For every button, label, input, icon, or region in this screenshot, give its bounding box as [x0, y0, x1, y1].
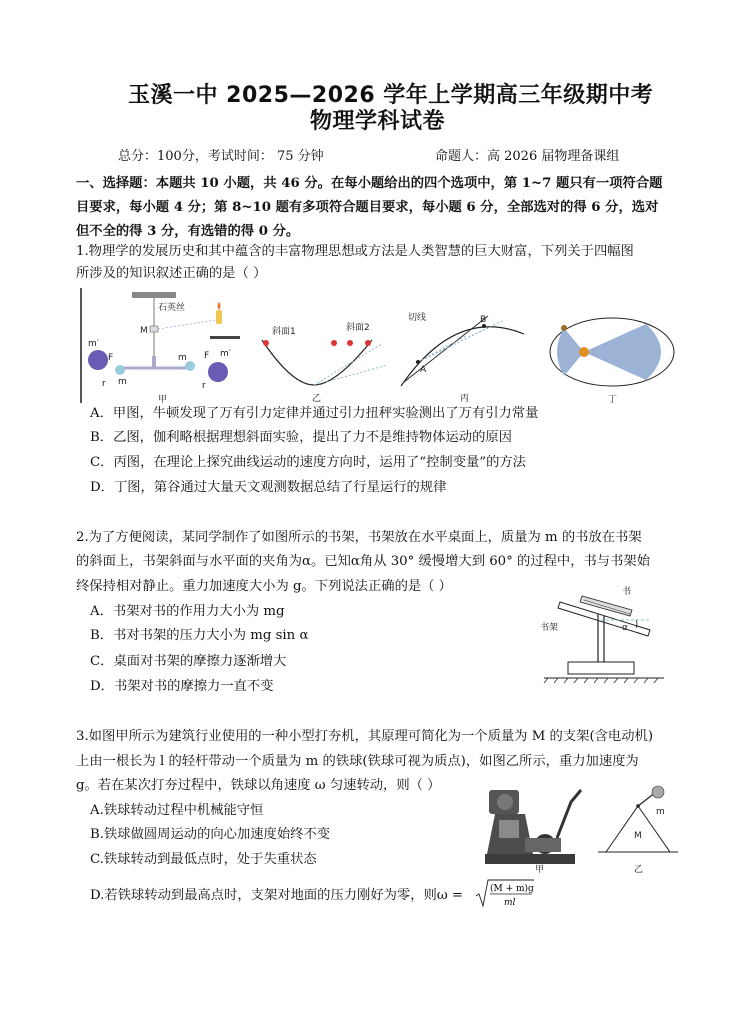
svg-text:m: m: [178, 353, 187, 363]
formula-denominator: ml: [504, 898, 516, 908]
shelf-label: 书架: [540, 623, 559, 633]
exam-author: 命题人：高 2026 届物理备课组: [435, 149, 620, 164]
q2-option-a[interactable]: A．书架对书的作用力大小为 mg: [90, 604, 285, 619]
q3-formula: [474, 878, 536, 910]
alpha-label: α: [622, 623, 628, 633]
q2-option-b[interactable]: B．书对书架的压力大小为 mg sin α: [90, 628, 309, 643]
svg-text:m: m: [656, 807, 665, 817]
big-ball-right-icon: [208, 362, 228, 382]
small-ball-left-icon: [115, 365, 125, 375]
q2-figure-bookshelf: [540, 584, 680, 688]
exam-title-line1: 玉溪一中 2025—2026 学年上学期高三年级期中考: [128, 83, 654, 108]
support-M-label: M: [634, 831, 642, 841]
slope1-label: 斜面1: [272, 327, 296, 337]
big-ball-left-icon: [88, 350, 108, 370]
shelf-base: [568, 662, 634, 674]
q3-option-d[interactable]: D.若铁球转动到最高点时，支架对地面的压力刚好为零，则ω =: [90, 888, 464, 903]
mirror-M-label: M: [140, 326, 148, 336]
handle-icon: [557, 790, 581, 838]
q3-option-b[interactable]: B.铁球做圆周运动的向心加速度始终不变: [90, 827, 331, 842]
tangent-line: [404, 316, 488, 382]
ball-icon: [263, 340, 269, 346]
quartz-label: 石英丝: [158, 303, 186, 313]
slope2-label: 斜面2: [346, 323, 370, 333]
sun-icon: [579, 347, 589, 357]
q2-stem-line2: 的斜面上，书架斜面与水平面的夹角为α。已知α角从 30° 缓慢增大到 60° 的过程中，书与书架始: [76, 554, 650, 569]
section1-instructions-line2: 目要求，每小题 4 分；第 8~10 题有多项符合题目要求，每小题 6 分，全部选对的得 6 分，选对: [76, 200, 659, 215]
q2-option-c[interactable]: C．桌面对书架的摩擦力逐渐增大: [90, 654, 287, 669]
svg-text:B: B: [480, 315, 487, 325]
q2-stem-line3: 终保持相对静止。重力加速度大小为 g。下列说法正确的是（ ）: [76, 579, 452, 594]
q3-option-c[interactable]: C.铁球转动到最低点时，处于失重状态: [90, 852, 317, 867]
q2-option-d[interactable]: D．书架对书的摩擦力一直不变: [90, 679, 274, 694]
svg-text:r: r: [102, 379, 106, 389]
track-curve: [262, 340, 372, 385]
svg-text:m′: m′: [88, 339, 99, 349]
q1-figure-jia: [80, 288, 250, 406]
tangent-label: 切线: [408, 313, 427, 323]
fig-label-bing: 丙: [460, 394, 470, 404]
svg-text:m: m: [118, 377, 127, 387]
exam-total-score: 总分：100分，考试时间： 75 分钟: [118, 149, 324, 164]
section1-instructions-line3: 但不全的得 3 分，有选错的得 0 分。: [76, 224, 300, 239]
support-bar: [132, 292, 176, 298]
planet-icon: [561, 325, 567, 331]
q1-option-c[interactable]: C．丙图，在理论上探究曲线运动的速度方向时，运用了“控制变量”的方法: [90, 455, 526, 470]
q1-option-a[interactable]: A．甲图，牛顿发现了万有引力定律并通过引力扭秤实验测出了万有引力常量: [90, 406, 539, 421]
formula-numerator: (M + m)g: [490, 884, 534, 894]
iron-ball-icon: [652, 786, 664, 798]
section1-instructions-line1: 一、选择题：本题共 10 小题，共 46 分。在每小题给出的四个选项中，第 1~7 题只有一项符合题: [76, 176, 663, 191]
fig-label-jia: 甲: [158, 395, 168, 405]
svg-text:F: F: [204, 351, 210, 361]
fig3-label-jia: 甲: [535, 865, 545, 875]
q3-figure-yi: [598, 786, 678, 876]
scale-icon: [210, 336, 240, 339]
q1-figure-bing: [396, 306, 531, 406]
fig-label-ding: 丁: [608, 395, 618, 405]
q3-stem-line2: 上由一根长为 l 的轻杆带动一个质量为 m 的铁球(铁球可视为质点)，如图乙所示，重力加速度为: [76, 754, 639, 769]
q1-option-d[interactable]: D．丁图，第谷通过大量天文观测数据总结了行星运行的规律: [90, 480, 447, 495]
q2-stem-line1: 2.为了方便阅读，某同学制作了如图所示的书架，书架放在水平桌面上，质量为 m 的书放在书架: [76, 530, 642, 545]
svg-text:A: A: [420, 365, 427, 375]
q1-option-b[interactable]: B．乙图，伽利略根据理想斜面实验，提出了力不是维持物体运动的原因: [90, 430, 512, 445]
q3-figure-jia: [485, 782, 595, 874]
candle-icon: [216, 310, 222, 324]
flame-icon: [218, 302, 221, 310]
q1-stem-line2: 所涉及的知识叙述正确的是（ ）: [76, 266, 267, 281]
q1-stem-line1: 1.物理学的发展历史和其中蕴含的丰富物理思想或方法是人类智慧的巨大财富，下列关于四幅图: [76, 244, 634, 259]
fig3-label-yi: 乙: [634, 865, 644, 875]
q3-stem-line3: g。若在某次打夯过程中，铁球以角速度 ω 匀速转动，则（ ）: [76, 778, 441, 793]
exam-title-line2: 物理学科试卷: [310, 109, 446, 134]
q3-stem-line1: 3.如图甲所示为建筑行业使用的一种小型打夯机，其原理可简化为一个质量为 M 的支架(含电动机): [76, 729, 654, 744]
q3-option-a[interactable]: A.铁球转动过程中机械能守恒: [90, 803, 264, 818]
fig-label-yi: 乙: [312, 394, 322, 404]
svg-text:r: r: [202, 381, 206, 391]
svg-text:m′: m′: [220, 349, 231, 359]
q1-figure-ding: [546, 316, 678, 406]
q1-figure-yi: [252, 310, 387, 408]
svg-text:F: F: [108, 353, 114, 363]
book-label: 书: [622, 587, 632, 597]
